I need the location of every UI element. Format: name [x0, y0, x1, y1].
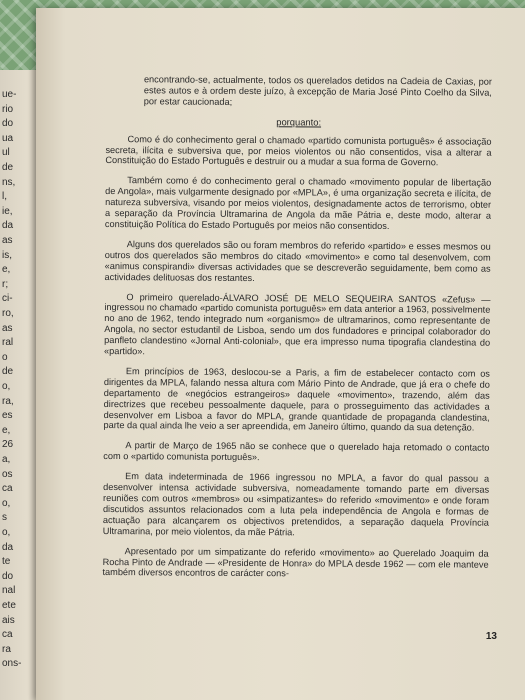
paragraph-7: A partir de Março de 1965 não se conhece que o querelado haja retomado o contacto com o «partido comunista português». [103, 440, 490, 463]
left-page-fragment: do [2, 118, 14, 130]
left-page-fragment: ons- [2, 658, 22, 670]
paragraph-1: encontrando-se, actualmente, todos os querelados detidos na Cadeia de Caxias, por estes autos e à ordem deste juízo, à excepção de Maria José Pinto Coelho da Silva, por estar caucionada; [143, 74, 492, 107]
left-page-fragment: ral [2, 337, 14, 349]
section-heading: porquanto: [276, 115, 322, 128]
left-page-fragment: a, [2, 454, 11, 465]
left-page-fragment: r; [2, 278, 9, 290]
paragraph-8: Em data indeterminada de 1966 ingressou no MPLA, a favor do qual passou a desenvolver intensa actividade subversiva, nomeadamente tomando parte em diversas reuniões com outros «membros» ou «simpatizantes» do referido «movimento» e onde foram discutidos assuntos relacionados com a luta pela independência de Angola e formas de actuação para alcançarem os objectivos pretendidos, a separação daquela Província Ultramarina, por meio violentos, da mãe Pátria. [102, 471, 490, 538]
left-page-fragment: ca [2, 629, 13, 641]
left-page-fragment: nal [2, 585, 16, 597]
left-page-fragment: de [2, 162, 14, 173]
left-page-fragment: ra, [2, 395, 14, 407]
left-page-fragment: os [2, 468, 13, 480]
left-page-fragment: l, [2, 191, 7, 203]
left-page-fragment: da [2, 220, 14, 232]
left-page-edge [0, 70, 40, 700]
left-page-fragment: da [2, 541, 14, 553]
left-page-fragment: e, [2, 424, 11, 436]
left-page-fragment: ul [2, 147, 10, 159]
left-page-fragment: de [2, 366, 14, 378]
page-text [102, 74, 492, 590]
left-page-fragment: is, [2, 249, 12, 261]
left-page-fragment: te [2, 556, 11, 568]
paragraph-2: Como é do conhecimento geral o chamado «partido comunista português» é associação secreta, ilícita e subversiva que, por meios violentos ou não consentidos, visa a alterar a Constituição do Estado Português e destruir ou a mudar a sua forma de Governo. [105, 133, 492, 168]
left-page-fragment: ete [2, 600, 16, 611]
page-number: 13 [485, 631, 497, 642]
left-page-fragment: o [2, 351, 8, 363]
left-page-fragment: ns, [2, 176, 16, 188]
left-page-fragment: e, [2, 264, 11, 276]
left-page-fragment: s [2, 512, 7, 524]
left-page-fragment: 26 [2, 439, 14, 451]
left-page-fragment: as [2, 235, 13, 246]
left-page-fragment: do [2, 570, 14, 582]
left-page-fragment: ais [2, 614, 15, 626]
paragraph-9: Apresentado por um simpatizante do referido «movimento» ao Querelado Joaquim da Rocha Pinto de Andrade — «Presidente de Honra» do MPLA desde 1962 — com ele manteve também diversos encontros de carácter cons- [102, 545, 489, 579]
paragraph-3: Também como é do conhecimento geral o chamado «movimento popular de libertação de Angola», mais vulgarmente designado por «MPLA», é uma organização secreta e ilícita, de natureza subversiva, visando por meios violentos, designadamente actos de terrorismo, obter a separação da Província Ultramarina de Angola da mãe Pátria e, deste modo, alterar a constituição Política do Estado Português por meios não consentidos. [104, 175, 492, 231]
paragraph-4: Alguns dos querelados são ou foram membros do referido «partido» e esses mesmos ou outros dos querelados são membros do citado «movimento» e como tal desenvolvem, com «animus conspirandi» diversas actividades que se descreverão seguidamente, bem como as actividades delituosas dos restantes. [104, 239, 491, 283]
paragraph-6: Em princípios de 1963, deslocou-se a Paris, a fim de estabelecer contacto com os dirigentes da MPLA, falando nessa altura com Mário Pinto de Andrade, que já era o chefe do departamento de «negócios estrangeiros» daquele «movimento», trazendo, além das directrizes que recebeu pessoalmente daquele, para o prosseguimento das actividades a desenvolver em Lisboa a favor do MPLA, grande quantidade de propaganda clandestina, parte da qual ainda lhe veio a ser apreendida, em Janeiro último, quando da sua detenção. [103, 366, 490, 434]
paragraph-5: O primeiro querelado-ÁLVARO JOSÉ DE MELO SEQUEIRA SANTOS «Zefus» — ingressou no chamado «partido comunista português» em data anterior a 1963, possivelmente no ano de 1962, tendo integrado num «organismo» de ultramarinos, como representante de Angola, no sector estudantil de Lisboa, sendo um dos fundadores e principal colaborador do panfleto clandestino «Jornal Anti-colonial», que era impresso numa tipografia clandestina do «partido». [104, 291, 491, 357]
document-page [36, 8, 525, 700]
left-page-fragment: ua [2, 132, 14, 144]
left-page-fragment: es [2, 410, 13, 422]
left-page-fragment: o, [2, 497, 11, 509]
left-page-fragment: ra [2, 643, 11, 655]
left-page-fragment: ue- [2, 89, 17, 100]
left-page-fragment: rio [2, 103, 14, 115]
left-page-fragment: o, [2, 527, 11, 538]
left-page-fragment: o, [2, 381, 11, 392]
left-page-fragment: as [2, 322, 13, 334]
left-page-fragment: ci- [2, 293, 13, 305]
left-page-fragment: ie, [2, 205, 13, 217]
left-page-fragment: ca [2, 483, 13, 495]
left-page-fragment: ro, [2, 308, 14, 319]
